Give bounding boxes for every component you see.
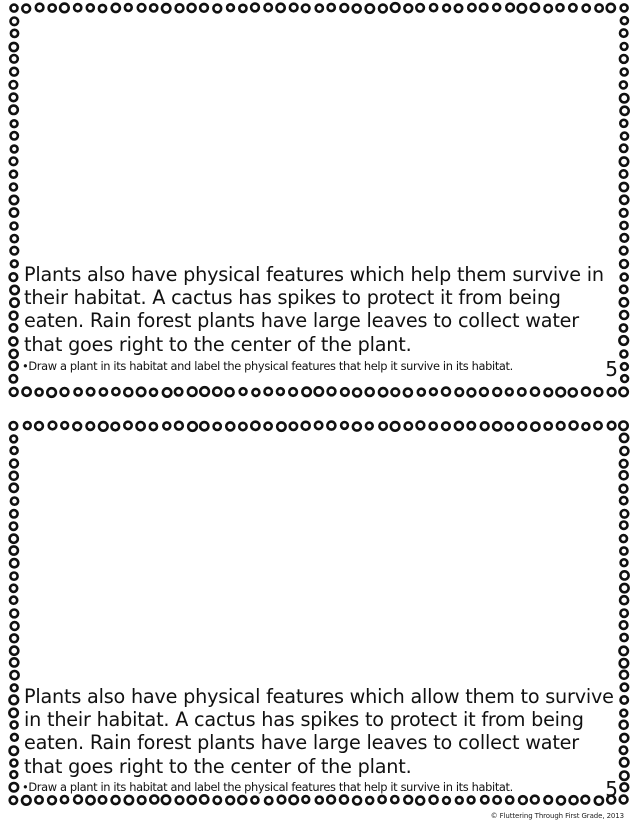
copyright-notice: © Fluttering Through First Grade, 2013 [490, 812, 624, 820]
page-number: 5 [605, 777, 618, 801]
drawing-area[interactable] [30, 24, 608, 260]
reading-card-2 [8, 420, 630, 806]
drawing-area[interactable] [30, 442, 608, 678]
page-number: 5 [605, 357, 618, 381]
card-body-text: Plants also have physical features which allow them to survive in their habitat. A cactus has spikes to protect it from being eaten. Rain forest plants have large leaves to collect water that goes right to the center of the plant. [24, 685, 614, 778]
drawing-prompt: •Draw a plant in its habitat and label the physical features that help it survive in its habitat. [22, 359, 513, 373]
reading-card-1 [8, 2, 630, 398]
card-body-text: Plants also have physical features which help them survive in their habitat. A cactus has spikes to protect it from being eaten. Rain forest plants have large leaves to collect water that goes right to the center of the plant. [24, 263, 604, 356]
drawing-prompt: •Draw a plant in its habitat and label the physical features that help it survive in its habitat. [22, 780, 513, 794]
